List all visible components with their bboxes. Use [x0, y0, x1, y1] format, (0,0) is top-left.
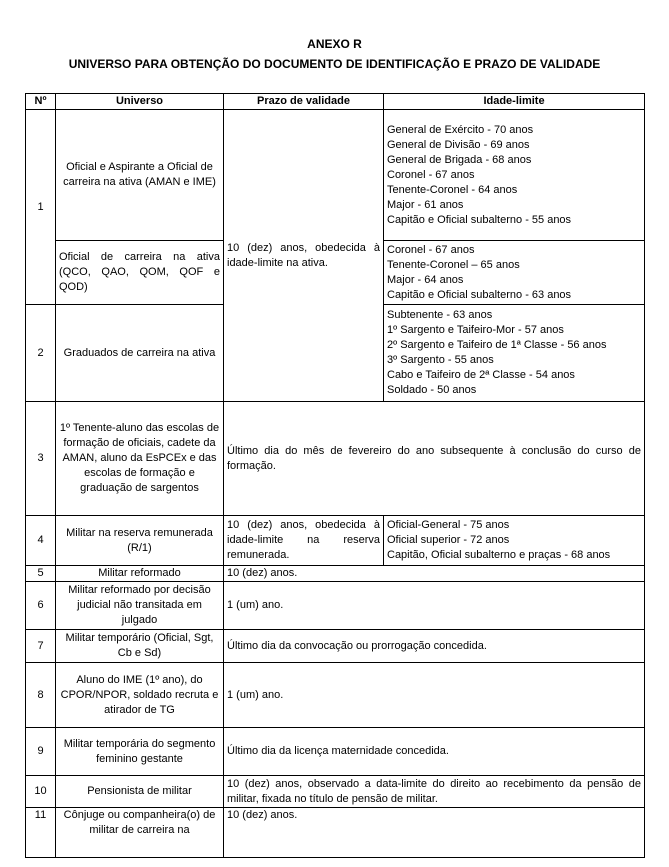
table-row — [26, 808, 645, 858]
table-row — [26, 582, 645, 630]
universe-cell: Pensionista de militar — [56, 776, 224, 808]
universe-cell: Militar reformado — [56, 566, 224, 582]
age-limit-cell — [384, 110, 645, 241]
age-item: Tenente-Coronel – 65 anos — [387, 258, 520, 271]
age-item: Coronel - 67 anos — [387, 168, 475, 181]
age-item: Tenente-Coronel - 64 anos — [387, 183, 518, 196]
annex-title: ANEXO R — [307, 37, 362, 51]
header-universe: Universo — [56, 94, 224, 110]
row-number: 1 — [26, 110, 56, 305]
header-validity: Prazo de validade — [224, 94, 384, 110]
age-item: Oficial-General - 75 anos — [387, 519, 510, 531]
row-number: 8 — [26, 663, 56, 728]
annex-subtitle: UNIVERSO PARA OBTENÇÃO DO DOCUMENTO DE IDENTIFICAÇÃO E PRAZO DE VALIDADE — [68, 57, 601, 71]
age-limit-cell — [384, 241, 645, 305]
age-item: 2º Sargento e Taifeiro de 1ª Classe - 56 anos — [387, 339, 607, 351]
table-row — [26, 776, 645, 808]
row-number: 10 — [26, 776, 56, 808]
validity-cell: 1 (um) ano. — [224, 582, 645, 630]
row-number: 7 — [26, 630, 56, 663]
header-age-limit: Idade-limite — [384, 94, 645, 110]
validity-cell: 1 (um) ano. — [224, 663, 645, 728]
universe-cell: Aluno do IME (1º ano), do CPOR/NPOR, soldado recruta e atirador de TG — [56, 663, 224, 728]
age-item: Major - 64 anos — [387, 273, 464, 286]
validity-cell: 10 (dez) anos. — [224, 566, 645, 582]
row-number: 11 — [26, 808, 56, 858]
table-row — [26, 728, 645, 776]
table-row — [26, 630, 645, 663]
row-number: 6 — [26, 582, 56, 630]
universe-cell: 1º Tenente-aluno das escolas de formação de oficiais, cadete da AMAN, aluno da EsPCEx e das escolas de formação e graduação de sargentos — [56, 402, 224, 516]
table-row — [26, 566, 645, 582]
table-header-row — [26, 94, 645, 110]
table-row — [26, 110, 645, 241]
validity-cell: 10 (dez) anos, observado a data-limite do direito ao recebimento da pensão de militar, fixada no título de pensão de militar. — [224, 776, 645, 808]
table-row — [26, 663, 645, 728]
validity-cell: 10 (dez) anos. — [224, 808, 645, 858]
row-number: 3 — [26, 402, 56, 516]
table-row — [26, 516, 645, 566]
universe-cell: Militar temporário (Oficial, Sgt, Cb e Sd) — [56, 630, 224, 663]
validity-cell: 10 (dez) anos, obedecida à idade-limite na ativa. — [224, 110, 384, 402]
age-item: Subtenente - 63 anos — [387, 309, 493, 321]
validity-cell: Último dia da convocação ou prorrogação concedida. — [224, 630, 645, 663]
universe-cell: Oficial e Aspirante a Oficial de carreira na ativa (AMAN e IME) — [56, 110, 224, 241]
age-item: General de Divisão - 69 anos — [387, 138, 530, 151]
age-item: Capitão e Oficial subalterno - 63 anos — [387, 288, 572, 301]
universe-cell: Militar temporária do segmento feminino gestante — [56, 728, 224, 776]
row-number: 2 — [26, 305, 56, 402]
table-row — [26, 402, 645, 516]
age-item: Soldado - 50 anos — [387, 384, 477, 396]
universe-cell: Militar na reserva remunerada (R/1) — [56, 516, 224, 566]
age-item: Coronel - 67 anos — [387, 243, 475, 256]
age-item: General de Exército - 70 anos — [387, 123, 534, 136]
validity-table — [25, 93, 645, 858]
age-item: Cabo e Taifeiro de 2ª Classe - 54 anos — [387, 369, 575, 381]
row-number: 9 — [26, 728, 56, 776]
age-item: 1º Sargento e Taifeiro-Mor - 57 anos — [387, 324, 564, 336]
validity-cell: Último dia do mês de fevereiro do ano subsequente à conclusão do curso de formação. — [224, 402, 645, 516]
row-number: 4 — [26, 516, 56, 566]
validity-cell: Último dia da licença maternidade concedida. — [224, 728, 645, 776]
age-item: General de Brigada - 68 anos — [387, 153, 532, 166]
validity-cell: 10 (dez) anos, obedecida à idade-limite na reserva remunerada. — [224, 516, 384, 566]
age-item: Oficial superior - 72 anos — [387, 534, 510, 546]
row-number: 5 — [26, 566, 56, 582]
age-item: 3º Sargento - 55 anos — [387, 354, 494, 366]
universe-cell: Militar reformado por decisão judicial não transitada em julgado — [56, 582, 224, 630]
age-limit-cell — [384, 305, 645, 402]
age-item: Capitão e Oficial subalterno - 55 anos — [387, 213, 572, 226]
age-item: Major - 61 anos — [387, 198, 464, 211]
age-limit-cell — [384, 516, 645, 566]
universe-cell: Oficial de carreira na ativa (QCO, QAO, QOM, QOF e QOD) — [56, 241, 224, 305]
universe-cell: Graduados de carreira na ativa — [56, 305, 224, 402]
header-number: Nº — [26, 94, 56, 110]
age-item: Capitão, Oficial subalterno e praças - 68 anos — [387, 549, 611, 561]
universe-cell: Cônjuge ou companheira(o) de militar de carreira na — [56, 808, 224, 858]
